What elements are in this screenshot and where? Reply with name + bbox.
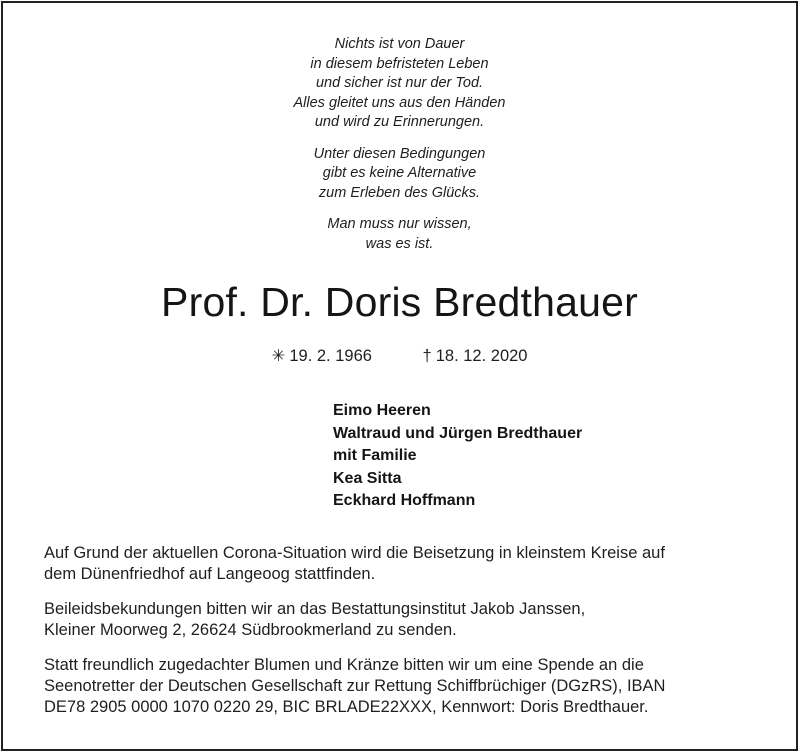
poem-line: was es ist.: [365, 235, 434, 252]
condolence-notice: [44, 599, 774, 641]
notice-line: dem Dünenfriedhof auf Langeoog stattfinden.: [44, 565, 376, 583]
obituary-frame: [1, 1, 798, 751]
notice-line: Auf Grund der aktuellen Corona-Situation wird die Beisetzung in kleinstem Kreise auf: [44, 544, 665, 562]
donation-notice: [44, 655, 774, 718]
poem-stanza-1: [3, 35, 796, 133]
poem-stanza-3: [3, 215, 796, 254]
poem-stanza-2: [3, 145, 796, 204]
life-dates: [3, 346, 796, 366]
poem-line: in diesem befristeten Leben: [310, 55, 489, 72]
poem-line: Nichts ist von Dauer: [334, 36, 465, 52]
mourner-name: mit Familie: [333, 447, 417, 464]
notice-line: Seenotretter der Deutschen Gesellschaft zur Rettung Schiffbrüchiger (DGzRS), IBAN: [44, 677, 666, 695]
poem-line: Man muss nur wissen,: [327, 216, 472, 232]
poem-line: zum Erleben des Glücks.: [318, 184, 481, 201]
mourner-name: Waltraud und Jürgen Bredthauer: [333, 424, 583, 442]
notice-line: Kleiner Moorweg 2, 26624 Südbrookmerland zu senden.: [44, 621, 457, 639]
birth-star-icon: ✳: [271, 347, 286, 365]
death-date: 18. 12. 2020: [435, 347, 528, 365]
poem-line: und sicher ist nur der Tod.: [315, 75, 484, 91]
birth-date-block: [272, 346, 372, 366]
deceased-name: Prof. Dr. Doris Bredthauer: [161, 279, 638, 325]
mourners-list: [333, 400, 582, 513]
poem-line: Alles gleitet uns aus den Händen: [293, 94, 506, 111]
poem: [3, 35, 796, 266]
funeral-notice: [44, 543, 774, 585]
mourner-name: Kea Sitta: [333, 469, 402, 487]
notice-line: DE78 2905 0000 1070 0220 29, BIC BRLADE22XXX, Kennwort: Doris Bredthauer.: [44, 698, 649, 716]
poem-line: gibt es keine Alternative: [322, 165, 477, 181]
mourner-name: Eimo Heeren: [333, 402, 431, 419]
poem-line: und wird zu Erinnerungen.: [314, 114, 485, 130]
poem-line: Unter diesen Bedingungen: [313, 145, 486, 162]
death-cross-icon: †: [422, 347, 432, 365]
notice-line: Statt freundlich zugedachter Blumen und Kränze bitten wir um eine Spende an die: [44, 656, 644, 674]
mourner-name: Eckhard Hoffmann: [333, 492, 476, 509]
notice-line: Beileidsbekundungen bitten wir an das Bestattungsinstitut Jakob Janssen,: [44, 600, 586, 618]
birth-date: 19. 2. 1966: [289, 347, 372, 365]
death-date-block: [423, 347, 528, 366]
notice-text: [44, 543, 774, 732]
